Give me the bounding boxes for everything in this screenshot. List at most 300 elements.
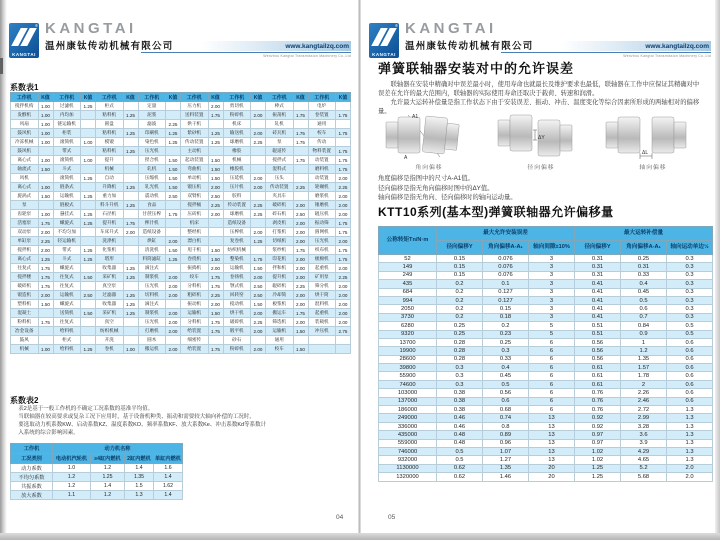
table-cell: 0.3 xyxy=(437,372,483,380)
offset-notes xyxy=(378,174,700,203)
table-cell: 2.25 xyxy=(336,183,351,192)
table-cell: 搅拌桶 xyxy=(181,201,209,210)
table-cell: 泵 xyxy=(266,138,294,147)
table-row xyxy=(11,255,351,264)
table-cell: 打磨机 xyxy=(138,327,166,336)
table-cell: 1.25 xyxy=(123,309,138,318)
table-cell xyxy=(293,102,308,111)
table-cell xyxy=(251,102,266,111)
table-cell: 离心式 xyxy=(11,183,39,192)
table-cell: 送料装置 xyxy=(181,111,209,120)
table-cell: 1.75 xyxy=(293,246,308,255)
table-cell: 2.00 xyxy=(166,345,181,354)
table-cell xyxy=(81,120,96,129)
table-row xyxy=(379,355,713,363)
website-bar xyxy=(561,41,711,51)
table-row xyxy=(379,288,713,296)
table-cell: 1.25 xyxy=(81,102,96,111)
table-cell xyxy=(251,120,266,129)
table-cell: 435000 xyxy=(379,431,437,439)
table-cell: 1.00 xyxy=(38,120,53,129)
table-cell: 0.31 xyxy=(621,263,667,271)
table-cell: 6 xyxy=(529,397,575,405)
table-cell: 1.25 xyxy=(208,129,223,138)
table-cell: 1.50 xyxy=(81,309,96,318)
table-cell: 破碎机 xyxy=(11,282,39,291)
radial-offset-diagram xyxy=(490,112,592,171)
table-cell: 颚式机 xyxy=(223,282,251,291)
table-cell xyxy=(123,237,138,246)
table-cell: 2.00 xyxy=(123,228,138,237)
table-cell: 泵 xyxy=(11,201,39,210)
note-line: 轴向偏移是指无角向、径向偏移时的轴向运动量。 xyxy=(378,194,517,201)
table-cell: 0.076 xyxy=(483,255,529,263)
table-cell xyxy=(293,192,308,201)
table-cell: 1.75 xyxy=(251,255,266,264)
table-cell: 2.00 xyxy=(336,237,351,246)
header-rule xyxy=(141,52,351,53)
table-row xyxy=(379,364,713,372)
table-row xyxy=(379,380,713,388)
table-cell: 0.18 xyxy=(483,313,529,321)
table-cell: 0.3 xyxy=(667,305,713,313)
table-cell: 搅拌机 xyxy=(11,246,39,255)
table-cell: 1.07 xyxy=(483,447,529,455)
table-cell: 1.75 xyxy=(293,156,308,165)
table-cell: 1.25 xyxy=(123,183,138,192)
table-cell: 2.25 xyxy=(251,201,266,210)
table-cell: 往复式 xyxy=(53,282,81,291)
table-cell: 复卷机 xyxy=(223,237,251,246)
table-cell: 内均加 xyxy=(53,111,81,120)
table-row xyxy=(11,482,183,491)
table-cell xyxy=(251,219,266,228)
table-cell: 932000 xyxy=(379,456,437,464)
table-cell: 1.35 xyxy=(621,355,667,363)
table-cell: 1.50 xyxy=(38,165,53,174)
table-cell: 1.50 xyxy=(166,183,181,192)
table-cell: 1.3 xyxy=(667,414,713,422)
table-cell: 6280 xyxy=(379,322,437,330)
table-cell: 提升机 xyxy=(96,219,124,228)
table-cell: 0.92 xyxy=(575,414,621,422)
website-bar xyxy=(201,41,351,51)
table-cell xyxy=(123,120,138,129)
table2-head xyxy=(11,444,183,464)
ktt10-header-row-1 xyxy=(379,227,713,241)
table-cell: 搅拌机构 xyxy=(11,102,39,111)
table-cell: 2.00 xyxy=(166,273,181,282)
table-row xyxy=(379,397,713,405)
table-cell: 2.00 xyxy=(166,327,181,336)
table-cell: K值 xyxy=(38,93,53,102)
table-cell: 2.00 xyxy=(293,237,308,246)
table-cell: 运输机 xyxy=(53,192,81,201)
table-cell: 圆网机 xyxy=(308,228,336,237)
table-cell: 249000 xyxy=(379,414,437,422)
table-cell: 0.5 xyxy=(437,447,483,455)
header-rule xyxy=(501,52,711,53)
table-cell: 轧光机 xyxy=(138,183,166,192)
table-cell: 橡胶机 xyxy=(223,165,251,174)
table-cell: 磨料机 xyxy=(308,165,336,174)
table-cell: 20 xyxy=(529,473,575,481)
run-compensation-group-header: 最大运转补偿量 xyxy=(575,227,713,241)
table-cell: 1.50 xyxy=(251,264,266,273)
table-cell: 1.75 xyxy=(166,210,181,219)
table-cell xyxy=(208,228,223,237)
table-cell xyxy=(293,147,308,156)
table2-subheader: 电动机汽轮机 xyxy=(53,454,91,464)
table-cell: 工作机 xyxy=(96,93,124,102)
table-cell xyxy=(251,165,266,174)
table-cell: 1.75 xyxy=(208,318,223,327)
brand-name: KANGTAI xyxy=(45,20,137,37)
table-cell: 石径机 xyxy=(96,210,124,219)
table-cell: 轮碾机 xyxy=(308,183,336,192)
table-row xyxy=(379,464,713,472)
table-cell: 1.25 xyxy=(81,192,96,201)
table-cell: 2.00 xyxy=(208,264,223,273)
table-cell: 搅动机 xyxy=(223,300,251,309)
table-cell: 2.00 xyxy=(336,192,351,201)
table-cell: 6 xyxy=(529,347,575,355)
table-cell xyxy=(123,255,138,264)
note-line: 入系统的综合影响因素。 xyxy=(18,430,79,436)
subheader: 角向偏移A-A₁ xyxy=(621,241,667,255)
table-cell: 1.4 xyxy=(125,464,154,473)
angular-offset-illustration xyxy=(378,112,480,160)
table-cell: 运输机 xyxy=(53,291,81,300)
table-row xyxy=(11,491,183,500)
table-cell: 往复式 xyxy=(11,264,39,273)
kangtai-logo-icon xyxy=(9,23,39,58)
table-cell: 13 xyxy=(529,439,575,447)
table-cell xyxy=(123,156,138,165)
table-cell: 0.6 xyxy=(667,372,713,380)
table-cell: 0.6 xyxy=(667,347,713,355)
table-cell: 烘干筒 xyxy=(308,291,336,300)
table-cell: 9320 xyxy=(379,330,437,338)
table-cell: 149 xyxy=(379,263,437,271)
table-cell: 紫砂机 xyxy=(181,129,209,138)
table-cell: 13 xyxy=(529,422,575,430)
table-cell xyxy=(166,228,181,237)
table-cell xyxy=(81,147,96,156)
table-cell: 鼓风机 xyxy=(11,147,39,156)
table-cell: 0.41 xyxy=(575,288,621,296)
table-cell: 0.8 xyxy=(483,422,529,430)
table-cell: 造纸设备 xyxy=(138,228,166,237)
table-cell: 给装置 xyxy=(181,345,209,354)
table-cell: 机械 xyxy=(11,345,39,354)
table-cell: 球磨机 xyxy=(223,210,251,219)
table-cell xyxy=(308,345,336,354)
table-cell xyxy=(81,165,96,174)
kangtai-logo-icon xyxy=(369,23,399,58)
table-cell: 1.3 xyxy=(125,491,154,500)
radial-offset-illustration xyxy=(490,112,592,160)
table-cell: 0.62 xyxy=(437,464,483,472)
table-cell xyxy=(123,192,138,201)
table-cell: 磨浆机 xyxy=(308,192,336,201)
table-cell: 1320000 xyxy=(379,473,437,481)
table-cell: 0.6 xyxy=(667,389,713,397)
table-cell: 2.25 xyxy=(293,183,308,192)
table-cell: 2.00 xyxy=(293,264,308,273)
table-cell: 2.00 xyxy=(336,291,351,300)
table-cell: 震动机 xyxy=(138,192,166,201)
table-cell: 0.4 xyxy=(621,280,667,288)
table-cell: 真空泵 xyxy=(96,282,124,291)
table-cell: 车床升式 xyxy=(96,228,124,237)
table2-title: 系数表2 xyxy=(10,396,39,405)
table-cell: 机床 xyxy=(181,219,209,228)
table-cell: 2.00 xyxy=(336,264,351,273)
table-cell: 3.28 xyxy=(621,422,667,430)
table-cell: 泥浆 xyxy=(138,111,166,120)
table-cell: 旋涡式 xyxy=(11,192,39,201)
table-cell: 336000 xyxy=(379,422,437,430)
table-cell: 13 xyxy=(529,414,575,422)
table-cell: 传动装置 xyxy=(266,183,294,192)
table-cell: 1.2 xyxy=(53,473,91,482)
table-cell: 13 xyxy=(529,431,575,439)
table-cell xyxy=(123,318,138,327)
table-row xyxy=(379,347,713,355)
table-cell: 校车 xyxy=(308,129,336,138)
table-cell: 1.25 xyxy=(123,264,138,273)
table-cell: 0.6 xyxy=(621,305,667,313)
table-cell: 辊压机 xyxy=(308,210,336,219)
table-cell: 684 xyxy=(379,288,437,296)
table-cell: 压片机 xyxy=(223,183,251,192)
page-header xyxy=(369,20,711,62)
table-cell: 0.45 xyxy=(621,288,667,296)
table-cell: 5.68 xyxy=(621,473,667,481)
table-cell: 0.3 xyxy=(483,347,529,355)
table-cell: 0.15 xyxy=(437,255,483,263)
table-cell: 校车 xyxy=(266,345,294,354)
table-cell: 1.3 xyxy=(667,447,713,455)
table-cell: 435 xyxy=(379,280,437,288)
table-cell: 1.50 xyxy=(208,156,223,165)
table-row xyxy=(11,210,351,219)
table-row xyxy=(11,464,183,473)
table-cell: 1.75 xyxy=(336,129,351,138)
table-cell: 圆木 xyxy=(138,336,166,345)
table-cell: K值 xyxy=(251,93,266,102)
table2-body xyxy=(11,464,183,500)
torque-column-header: 公称转矩Tn/N·m xyxy=(379,227,437,255)
table2-header-row-1 xyxy=(11,444,183,454)
table-cell: 0.76 xyxy=(575,406,621,414)
table-cell: 6 xyxy=(529,380,575,388)
table-cell: 运输机 xyxy=(181,309,209,318)
table-cell: 模锻 xyxy=(96,138,124,147)
table-cell: 2.50 xyxy=(208,192,223,201)
table-cell: 工作机 xyxy=(138,93,166,102)
table-cell xyxy=(81,237,96,246)
table-cell: 0.33 xyxy=(621,271,667,279)
table-cell: 1.75 xyxy=(38,264,53,273)
table-cell: 1.25 xyxy=(123,129,138,138)
table-row xyxy=(11,318,351,327)
table-cell: 0.51 xyxy=(575,322,621,330)
table-cell xyxy=(293,174,308,183)
table-row xyxy=(11,192,351,201)
table-cell: 电炉 xyxy=(308,102,336,111)
table-cell: 砂石 xyxy=(223,336,251,345)
table-cell: 2.00 xyxy=(251,309,266,318)
table-cell: 分料机 xyxy=(181,282,209,291)
table-cell: 0.5 xyxy=(437,456,483,464)
table-cell: 给料机 xyxy=(53,345,81,354)
table-row xyxy=(11,129,351,138)
table-cell: 1.75 xyxy=(38,273,53,282)
table-cell: 1.75 xyxy=(208,282,223,291)
table-cell: 0.3 xyxy=(437,380,483,388)
table-cell: 1.50 xyxy=(208,309,223,318)
table-cell: 0.45 xyxy=(483,372,529,380)
table-cell: 1.75 xyxy=(336,219,351,228)
scan-edge-bottom xyxy=(0,533,720,540)
table-cell: 整经机 xyxy=(181,228,209,237)
table-cell: 13 xyxy=(529,447,575,455)
table-cell: 2.00 xyxy=(251,345,266,354)
table-cell: 1.50 xyxy=(208,255,223,264)
table-cell xyxy=(81,282,96,291)
table-cell: 搅拌楼 xyxy=(11,273,39,282)
table-cell: 2.75 xyxy=(336,327,351,336)
table-cell: 0.31 xyxy=(575,255,621,263)
diagram-caption: 径向偏移 xyxy=(527,165,555,171)
table-cell: 振动机 xyxy=(181,300,209,309)
table-cell xyxy=(166,201,181,210)
table-cell: 粘料机 xyxy=(96,111,124,120)
table-cell: 0.6 xyxy=(667,397,713,405)
table-cell xyxy=(123,327,138,336)
table-cell: 1.3 xyxy=(667,406,713,414)
table-cell: 0.61 xyxy=(575,380,621,388)
table-cell: 粘料机 xyxy=(96,129,124,138)
table-cell: 烘干机 xyxy=(223,309,251,318)
diagram-caption: 轴向偏移 xyxy=(639,165,667,171)
table-cell: 0.3 xyxy=(667,288,713,296)
table-cell: 1.25 xyxy=(123,300,138,309)
page-gutter-divider xyxy=(358,0,361,540)
table-cell: 砖瓦机 xyxy=(266,129,294,138)
table-cell xyxy=(251,246,266,255)
table-cell: K值 xyxy=(208,93,223,102)
table-cell: 压光机 xyxy=(138,318,166,327)
table-cell: 0.2 xyxy=(437,296,483,304)
note-line: 角度偏移是指图中的尺寸A-A1值。 xyxy=(378,175,474,182)
table-cell: 机械 xyxy=(96,165,124,174)
table-cell: 冶金设备 xyxy=(11,327,39,336)
table-cell: 1.25 xyxy=(81,246,96,255)
svg-text:ΔY: ΔY xyxy=(538,135,545,141)
table-cell: 采矿机 xyxy=(96,273,124,282)
table-cell: 制浆机 xyxy=(138,309,166,318)
table-cell: 1.00 xyxy=(38,183,53,192)
table-row xyxy=(11,147,351,156)
table-cell: 胶料 xyxy=(223,192,251,201)
axial-offset-illustration xyxy=(602,112,704,160)
page-number: 05 xyxy=(388,514,396,521)
table-cell: 过滤器 xyxy=(96,291,124,300)
table-cell: 0.38 xyxy=(437,389,483,397)
table-cell: 1.75 xyxy=(293,129,308,138)
table-cell: 卷机 xyxy=(96,345,124,354)
table-cell: 2.00 xyxy=(336,282,351,291)
table-cell: 2.46 xyxy=(621,397,667,405)
table-cell: 0.97 xyxy=(575,439,621,447)
table-cell: 1.25 xyxy=(208,138,223,147)
table-cell: 0.56 xyxy=(483,389,529,397)
logo-wordmark: KANGTAI xyxy=(12,52,36,57)
table-cell xyxy=(38,336,53,345)
table-cell: 1.25 xyxy=(38,255,53,264)
table-cell: 1.4 xyxy=(154,491,183,500)
table-cell: 剥皮机 xyxy=(266,219,294,228)
table-cell: 1.50 xyxy=(166,174,181,183)
table-cell: 传动装置 xyxy=(223,201,251,210)
table-cell: 2.72 xyxy=(621,406,667,414)
table-cell: 19900 xyxy=(379,347,437,355)
table-row xyxy=(379,255,713,263)
table-cell: 输送机 xyxy=(223,129,251,138)
table-cell: 1.25 xyxy=(166,255,181,264)
table-cell xyxy=(123,210,138,219)
table-cell: 开洗 xyxy=(96,336,124,345)
table-cell: 重力加 xyxy=(96,192,124,201)
subheader: 径向偏移Y xyxy=(575,241,621,255)
table-cell: 工作机 xyxy=(11,93,39,102)
table-cell: 2.00 xyxy=(208,183,223,192)
table-cell: 振动筛 xyxy=(308,219,336,228)
table-cell xyxy=(166,102,181,111)
table-cell: 2.00 xyxy=(251,174,266,183)
table-cell: 0.15 xyxy=(437,263,483,271)
table-cell: 不均匀系数 xyxy=(11,473,53,482)
table-cell: 559000 xyxy=(379,439,437,447)
table-cell: 0.1 xyxy=(483,280,529,288)
table-cell: 滚筒机 xyxy=(53,138,81,147)
table-cell xyxy=(81,111,96,120)
table-cell: 3.9 xyxy=(621,439,667,447)
table-cell: 1.75 xyxy=(208,273,223,282)
table-cell: 0.46 xyxy=(437,422,483,430)
table-cell: 55900 xyxy=(379,372,437,380)
table-cell: 746000 xyxy=(379,447,437,455)
page-right xyxy=(360,0,720,533)
subheader: 轴向间隙±10% xyxy=(529,241,575,255)
table-cell: 送筒机 xyxy=(53,309,81,318)
table-cell: 压光机 xyxy=(138,282,166,291)
company-name: 温州康钛传动机械有限公司 xyxy=(405,41,534,52)
diagram-caption: 角向偏移 xyxy=(415,165,443,171)
table-cell: 锻平机 xyxy=(223,327,251,336)
table-cell: 2.00 xyxy=(251,327,266,336)
table-cell: 1.25 xyxy=(123,291,138,300)
table-cell: 离心式 xyxy=(11,156,39,165)
table-cell: 0.127 xyxy=(483,296,529,304)
table-cell: 1.3 xyxy=(667,456,713,464)
table-cell: 塔形 xyxy=(96,255,124,264)
table-cell: 1.00 xyxy=(38,129,53,138)
table-cell: K值 xyxy=(336,93,351,102)
